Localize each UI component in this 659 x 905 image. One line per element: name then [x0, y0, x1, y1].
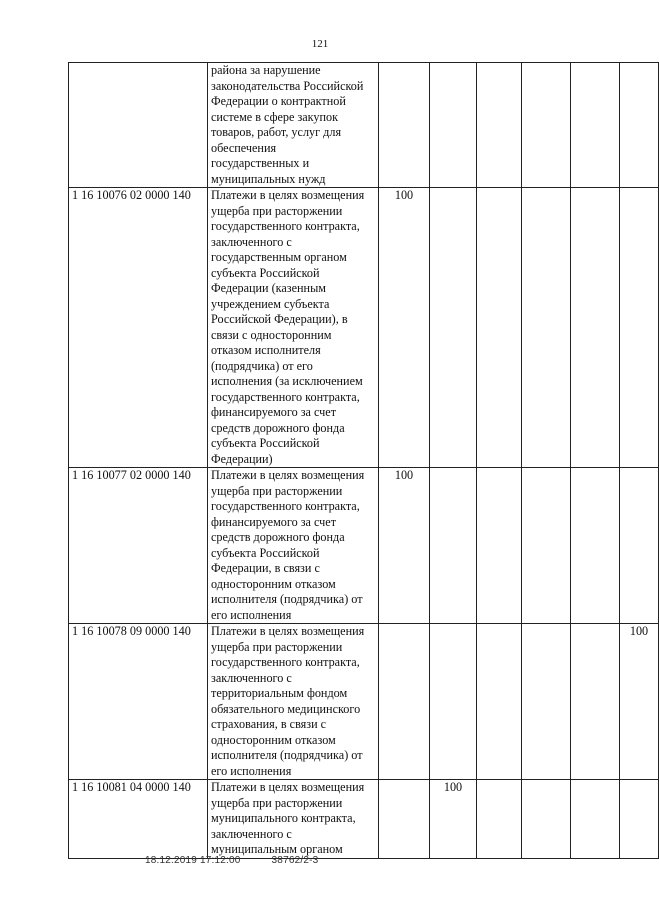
budget-code-cell: 1 16 10081 04 0000 140 — [69, 780, 208, 859]
revenue-name-line: государственного контракта, — [211, 499, 360, 513]
revenue-name-line: исполнителя (подрядчика) от — [211, 748, 363, 762]
percent-cell-2 — [430, 63, 477, 188]
revenue-name-line: муниципального контракта, — [211, 811, 356, 825]
revenue-name-line: Федерации) — [211, 451, 273, 466]
percent-cell-5 — [571, 468, 620, 624]
footer-timestamp: 18.12.2019 17:12:00 — [145, 855, 241, 866]
revenue-name-line: (подрядчика) от его — [211, 358, 313, 373]
table-row — [69, 624, 659, 780]
percent-cell-1: 100 — [379, 468, 430, 624]
revenue-name-line: муниципальных нужд — [211, 171, 326, 186]
table-row — [69, 63, 659, 188]
percent-cell-6 — [620, 780, 659, 859]
revenue-name-line: субъекта Российской — [211, 545, 320, 560]
revenue-name-cell — [208, 63, 379, 188]
revenue-name-line: государственного контракта, — [211, 219, 360, 233]
percent-cell-5 — [571, 63, 620, 188]
revenue-name-line: района за нарушение — [211, 63, 321, 77]
revenue-name-line: государственного контракта, — [211, 389, 360, 404]
percent-cell-4 — [522, 780, 571, 859]
percent-cell-4 — [522, 188, 571, 468]
percent-cell-2 — [430, 188, 477, 468]
revenue-name-line: односторонним отказом — [211, 732, 336, 747]
revenue-name-line: средств дорожного фонда — [211, 420, 345, 435]
revenue-name-line: связи с односторонним — [211, 327, 332, 342]
page-number: 121 — [311, 38, 329, 50]
percent-cell-4 — [522, 468, 571, 624]
revenue-name-line: заключенного с — [211, 234, 292, 249]
percent-cell-2 — [430, 468, 477, 624]
table-row — [69, 780, 659, 859]
revenue-name-cell — [208, 468, 379, 624]
revenue-name-line: его исполнения — [211, 763, 292, 778]
revenue-name-line: системе в сфере закупок — [211, 109, 339, 124]
revenue-name-cell — [208, 624, 379, 780]
percent-cell-5 — [571, 624, 620, 780]
budget-code-cell: 1 16 10078 09 0000 140 — [69, 624, 208, 780]
revenue-name-line: территориальным фондом — [211, 686, 348, 700]
percent-cell-4 — [522, 63, 571, 188]
percent-cell-3 — [477, 624, 522, 780]
revenue-name-line: государственного контракта, — [211, 655, 360, 669]
revenue-name-line: его исполнения — [211, 607, 292, 622]
revenue-name-line: финансируемого за счет — [211, 514, 337, 529]
budget-code-cell — [69, 63, 208, 188]
budget-code-cell: 1 16 10076 02 0000 140 — [69, 188, 208, 468]
revenue-name-line: государственным органом — [211, 250, 347, 264]
revenue-name-line: Платежи в целях возмещения — [211, 468, 365, 482]
revenue-name-line: Российской Федерации), в — [211, 312, 348, 326]
revenue-name-line: Федерации о контрактной — [211, 94, 346, 108]
percent-cell-6 — [620, 188, 659, 468]
revenue-name-line: ущерба при расторжении — [211, 203, 343, 218]
revenue-name-line: средств дорожного фонда — [211, 530, 345, 544]
budget-codes-table — [68, 62, 659, 859]
percent-cell-2 — [430, 624, 477, 780]
revenue-name-line: товаров, работ, услуг для — [211, 125, 342, 139]
percent-cell-5 — [571, 780, 620, 859]
budget-code-cell: 1 16 10077 02 0000 140 — [69, 468, 208, 624]
percent-cell-2: 100 — [430, 780, 477, 859]
revenue-name-cell — [208, 780, 379, 859]
percent-cell-3 — [477, 468, 522, 624]
revenue-name-line: Федерации, в связи с — [211, 561, 320, 575]
percent-cell-3 — [477, 188, 522, 468]
revenue-name-line: ущерба при расторжении — [211, 483, 343, 498]
percent-cell-3 — [477, 63, 522, 188]
revenue-name-line: Платежи в целях возмещения — [211, 780, 365, 794]
percent-cell-1 — [379, 780, 430, 859]
footer — [145, 855, 318, 866]
table-row — [69, 188, 659, 468]
revenue-name-line: Платежи в целях возмещения — [211, 188, 365, 202]
revenue-name-line: обязательного медицинского — [211, 701, 361, 716]
revenue-name-line: Платежи в целях возмещения — [211, 624, 365, 638]
percent-cell-6 — [620, 63, 659, 188]
revenue-name-line: заключенного с — [211, 826, 292, 841]
revenue-name-line: страхования, в связи с — [211, 717, 327, 731]
revenue-name-line: ущерба при расторжении — [211, 795, 343, 810]
percent-cell-6 — [620, 468, 659, 624]
revenue-name-line: отказом исполнителя — [211, 343, 321, 357]
footer-doc-id: 38762/2-3 — [271, 855, 319, 866]
percent-cell-3 — [477, 780, 522, 859]
percent-cell-6: 100 — [620, 624, 659, 780]
revenue-name-line: субъекта Российской — [211, 265, 320, 280]
revenue-name-line: муниципальным органом — [211, 842, 343, 856]
revenue-name-line: финансируемого за счет — [211, 405, 337, 419]
revenue-name-line: Федерации (казенным — [211, 281, 326, 295]
revenue-name-line: обеспечения — [211, 140, 277, 155]
revenue-name-line: исполнения (за исключением — [211, 374, 363, 388]
revenue-name-line: государственных и — [211, 156, 310, 170]
percent-cell-1 — [379, 624, 430, 780]
percent-cell-1: 100 — [379, 188, 430, 468]
table-row — [69, 468, 659, 624]
revenue-name-line: учреждением субъекта — [211, 296, 330, 311]
revenue-name-line: законодательства Российской — [211, 78, 364, 93]
percent-cell-4 — [522, 624, 571, 780]
revenue-name-line: ущерба при расторжении — [211, 639, 343, 654]
revenue-name-line: субъекта Российской — [211, 436, 320, 450]
revenue-name-line: односторонним отказом — [211, 576, 336, 591]
revenue-name-line: исполнителя (подрядчика) от — [211, 592, 363, 606]
revenue-name-line: заключенного с — [211, 670, 292, 685]
percent-cell-5 — [571, 188, 620, 468]
revenue-name-cell — [208, 188, 379, 468]
percent-cell-1 — [379, 63, 430, 188]
